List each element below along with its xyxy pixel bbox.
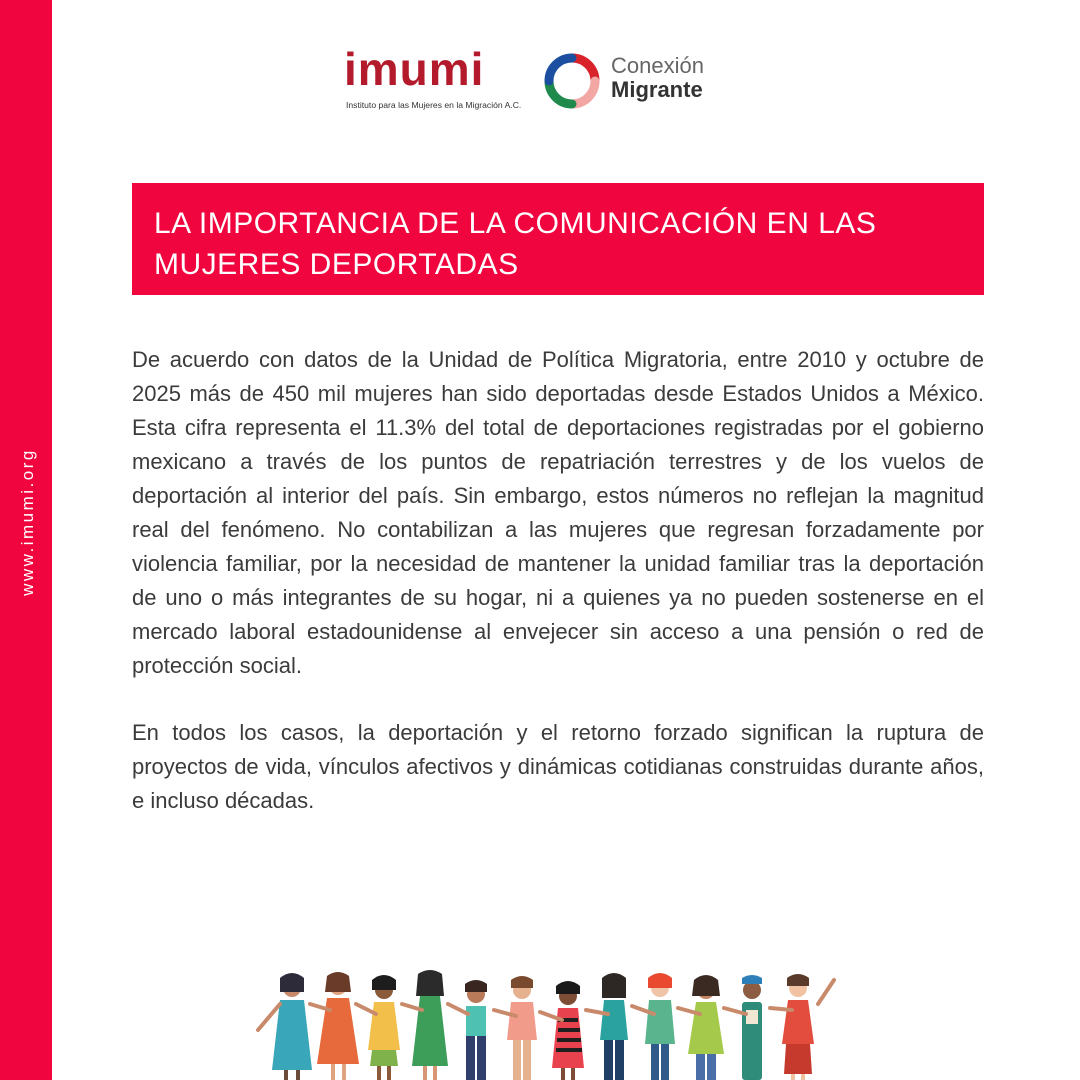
crowd-figures — [272, 970, 814, 1080]
title-banner — [132, 183, 984, 295]
paragraph-1: De acuerdo con datos de la Unidad de Política Migratoria, entre 2010 y octubre de 2025 más de 450 mil mujeres han sido deportadas desde Estados Unidos a México. Esta cifra representa el 11.3% del total de deportaciones registradas por el gobierno mexicano a través de los puntos de repatriación terrestres y de los vuelos de deportación al interior del país. Sin embargo, estos números no reflejan la magnitud real del fenómeno. No contabilizan a las mujeres que regresan forzadamente por violencia familiar, por la necesidad de mantener la unidad familiar tras la deportación de uno o más integrantes de su hogar, ni a quienes ya no pueden sostenerse en el mercado laboral estadounidense al envejecer sin acceso a una pensión o red de protección social. — [132, 347, 984, 678]
conexion-line1: Conexión — [611, 53, 704, 78]
conexion-ring-icon — [543, 52, 601, 110]
imumi-logo — [344, 43, 522, 112]
conexion-text — [611, 54, 704, 102]
header-logos — [0, 43, 1080, 112]
conexion-line2: Migrante — [611, 77, 703, 102]
body-text — [132, 343, 984, 851]
paragraph-2: En todos los casos, la deportación y el retorno forzado significan la ruptura de proyectos de vida, vínculos afectivos y dinámicas cotidianas construidas durante años, e incluso décadas. — [132, 720, 984, 813]
sidebar-stripe — [0, 0, 52, 1080]
conexion-migrante-logo — [543, 52, 743, 112]
page-title: LA IMPORTANCIA DE LA COMUNICACIÓN EN LAS MUJERES DEPORTADAS — [154, 207, 877, 281]
imumi-subtitle: Instituto para las Mujeres en la Migración A.C. — [346, 100, 522, 110]
website-url[interactable]: www.imumi.org — [18, 448, 37, 596]
imumi-wordmark: imumi — [344, 43, 485, 95]
women-holding-hands-illustration — [250, 970, 840, 1080]
